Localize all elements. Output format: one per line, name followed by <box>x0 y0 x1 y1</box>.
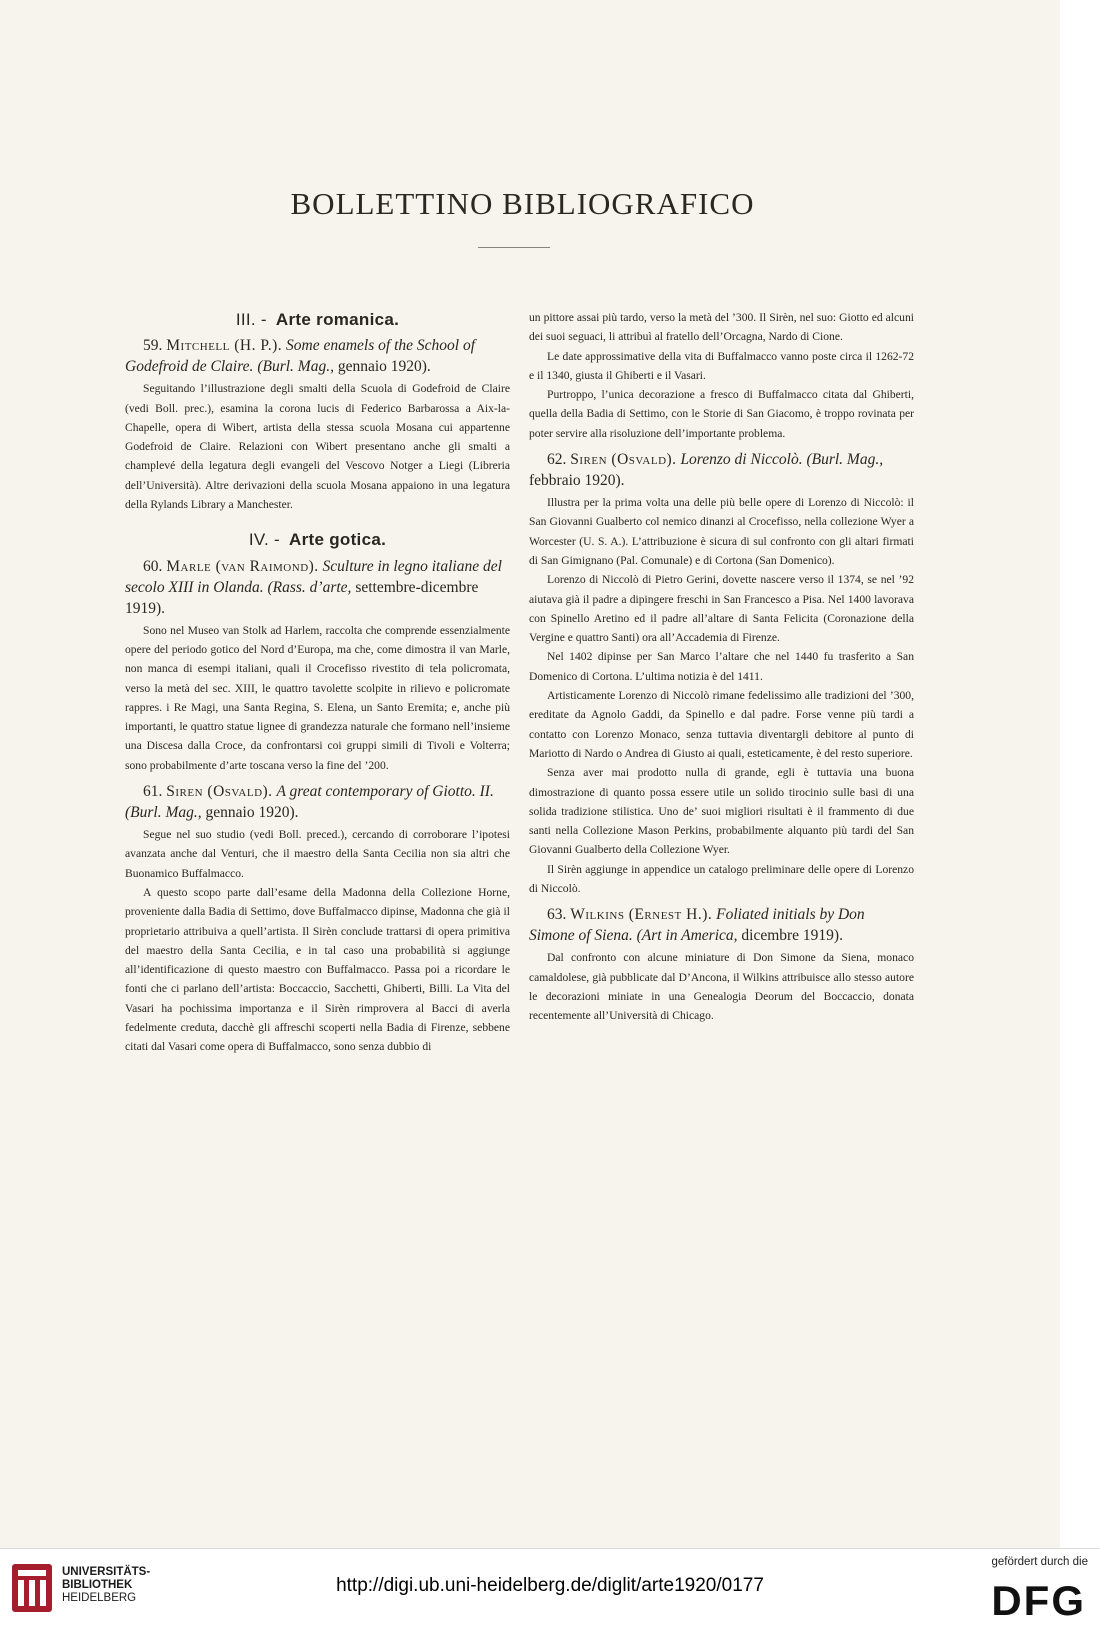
dfg-logo-text: DFG <box>991 1577 1086 1621</box>
entry-title: Foliated initials by Don Simone of Siena. <box>529 906 865 945</box>
entry-62-body-5: Senza aver mai prodotto nulla di grande, egli è tuttavia una buona dimostrazione di quanto possa essere utile un solido tirocinio sulle basi di una solida tradizione stilistica. Uno de’ suoi migliori risultati è il frammento di due santi nella Collezione Mason Perkins, probabilmente alquanto più tardi del San Giovanni Gualberto della Collezione Wyer. <box>529 766 914 857</box>
entry-title: Sculture in legno italiane del secolo XIII in Olanda. <box>125 557 502 596</box>
entry-title: A great contemporary of Giotto. II. <box>276 783 494 801</box>
entry-source: (Burl. Mag., <box>257 358 334 376</box>
entry-author: Siren (Osvald). <box>166 783 273 801</box>
entry-source: (Art in America, <box>636 927 738 945</box>
entry-59-body: Seguitando l’illustrazione degli smalti della Scuola di Godefroid de Claire (vedi Boll. prec.), esamina la corona lucis di Federico Barbarossa a Aix-la-Chapelle, opera di Wibert, artista della stessa scuola Mosana cui appartenne Godefroid de Claire. Relazioni con Wibert presentano anche gli smalti a champlevé della legatura degli evangeli del Vescovo Notger a Liegi (Libreria dell’Università). Altre derivazioni della scuola Mosana appaiono in una legatura della Rylands Library a Manchester. <box>125 382 510 512</box>
section-name: Arte romanica. <box>275 310 400 329</box>
entry-source: (Rass. d’arte, <box>267 578 352 596</box>
left-column <box>125 308 510 1057</box>
section-heading-arte-gotica <box>125 530 510 549</box>
entry-62-body-4: Artisticamente Lorenzo di Niccolò rimane fedelissimo alle tradizioni del ’300, ereditate da Agnolo Gaddi, da Spinello e dal padre. Forse venne più tardi a contatto con Lorenzo Monaco, senza tuttavia diventargli debitore al punto di Mariotto di Nardo o Andrea di Giusto ai quali, esteticamente, è del resto superiore. <box>529 689 914 760</box>
entry-62-heading <box>529 449 914 491</box>
entry-author: Marle (van Raimond). <box>166 557 319 575</box>
entry-source: (Burl. Mag., <box>806 451 884 469</box>
entry-number: 59. <box>143 337 163 355</box>
permalink-url[interactable]: http://digi.ub.uni-heidelberg.de/diglit/arte1920/0177 <box>336 1575 764 1596</box>
entry-date: gennaio 1920). <box>337 358 431 376</box>
library-name-line-2: BIBLIOTHEK <box>62 1579 133 1591</box>
entry-61-body-2: A questo scopo parte dall’esame della Madonna della Collezione Horne, proveniente dalla Badia di Settimo, dove Buffalmacco dipinse, Madonna che già il proprietario attribuiva a quell’artista. Il Sirèn conclude trattarsi di opera primitiva del maestro della Santa Cecilia, e in tal caso una probabilità si aggiunge all’identificazione di questo maestro con Buffalmacco. Passa poi a ricordare le fonti che ci parlano dell’artista: Boccaccio, Sacchetti, Ghiberti, Billi. La Vita del Vasari ha pochissima importanza e il Sirèn rimprovera al Bacci di averla fedelmente creduta, dacchè gli affreschi scoperti nella Badia di Firenze, sebbene citati dal Vasari come opera di Buffalmacco, sono senza dubbio di <box>125 885 510 1054</box>
continued-paragraph-1: un pittore assai più tardo, verso la metà del ’300. Il Sirèn, nel suo: Giotto ed alcuni dei suoi seguaci, li attribuì al fratello dell’Orcagna, Nardo di Cione. <box>529 311 914 344</box>
entry-date: dicembre 1919). <box>741 927 843 945</box>
entry-author: Wilkins (Ernest H.). <box>570 906 713 924</box>
continued-paragraph-3: Purtroppo, l’unica decorazione a fresco di Buffalmacco citata dal Ghiberti, quella della Badia di Settimo, con le Storie di San Giacomo, è troppo rovinata per poter servire alla risoluzione dell’importante problema. <box>529 388 914 440</box>
right-column <box>529 308 914 1026</box>
dfg-logo-icon[interactable] <box>968 1575 1088 1621</box>
title-divider <box>478 247 550 248</box>
section-name: Arte gotica. <box>289 530 387 550</box>
section-number: III. - <box>235 310 267 329</box>
entry-62-body-6: Il Sirèn aggiunge in appendice un catalogo preliminare delle opere di Lorenzo di Niccolò. <box>529 862 914 896</box>
continued-paragraph-2: Le date approssimative della vita di Buffalmacco vanno poste circa il 1262-72 e il 1340, giusta il Ghiberti e il Vasari. <box>529 349 914 382</box>
entry-63-heading <box>529 904 914 946</box>
entry-source: (Burl. Mag., <box>125 804 202 822</box>
entry-date: gennaio 1920). <box>205 804 299 822</box>
entry-61-heading <box>125 781 510 823</box>
entry-number: 61. <box>143 783 163 801</box>
entry-date: settembre-dicembre 1919). <box>125 578 479 617</box>
page-title: BOLLETTINO BIBLIOGRAFICO <box>290 186 755 221</box>
entry-60-heading <box>125 556 510 619</box>
funded-by-label: gefördert durch die <box>991 1556 1088 1568</box>
section-heading-arte-romanica <box>125 310 510 329</box>
library-name-line-3: HEIDELBERG <box>62 1592 137 1604</box>
library-name-line-1: UNIVERSITÄTS- <box>62 1566 151 1578</box>
entry-title: Lorenzo di Niccolò. <box>680 451 803 469</box>
page-gutter <box>1060 0 1100 1548</box>
entry-number: 60. <box>143 557 163 575</box>
entry-59-heading <box>125 335 510 377</box>
entry-author: Mitchell (H. P.). <box>166 337 283 355</box>
entry-62-body-3: Nel 1402 dipinse per San Marco l’altare che nel 1440 fu trasferito a San Domenico di Cortona. L’ultima notizia è del 1411. <box>529 650 914 683</box>
entry-number: 63. <box>547 906 567 924</box>
entry-number: 62. <box>547 451 567 469</box>
entry-62-body-2: Lorenzo di Niccolò di Pietro Gerini, dovette nascere verso il 1374, se nel ’92 aiutava già il padre a dipingere freschi in San Francesco a Pisa. Nel 1400 lavorava con Spinello Aretino ed il padre all’altare di Santa Felicita (Coronazione della Vergine e quattro Santi) ora all’Accademia di Firenze. <box>529 573 914 645</box>
entry-61-body-1: Segue nel suo studio (vedi Boll. preced.), cercando di corroborare l’ipotesi avanzata anche dal Venturi, che il maestro della Santa Cecilia non sia altri che Buonamico Buffalmacco. <box>125 828 510 880</box>
entry-60-body: Sono nel Museo van Stolk ad Harlem, raccolta che comprende essenzialmente opere del periodo gotico del Nord d’Europa, ma che, come dimostra il van Marle, non manca di esempi italiani, quali il Crocefisso rivestito di tela policromata, verso la metà del sec. XIII, le quattro tavolette scolpite in rilievo e policromate rappres. i Re Magi, una Santa Regina, S. Elena, un Santo Eremita; e, anche più importanti, le quattro statue lignee di grandezza naturale che formano nell’insieme una Discesa dalla Croce, da confrontarsi coi gruppi simili di Tivoli e Volterra; sono probabilmente d’arte toscana verso la fine del ’200. <box>125 623 510 772</box>
entry-62-body-1: Illustra per la prima volta una delle più belle opere di Lorenzo di Niccolò: il San Giovanni Gualberto col nemico dinanzi al Crocefisso, nella collezione Wyer a Worcester (U. S. A.). L’attribuzione è sicura di sul confronto con gli altari firmati di San Gimignano (Pal. Comunale) e di Cortona (San Domenico). <box>529 496 914 567</box>
entry-date: febbraio 1920). <box>529 472 625 490</box>
section-number: IV. - <box>248 530 280 550</box>
entry-author: Siren (Osvald). <box>570 451 677 469</box>
entry-63-body: Dal confronto con alcune miniature di Don Simone da Siena, monaco camaldolese, già pubblicate dal D’Ancona, il Wilkins attribuisce allo stesso autore le decorazioni miniate in una Genealogia Deorum del Boccaccio, donata recentemente all’Università di Chicago. <box>529 951 914 1023</box>
entry-title: Some enamels of the School of Godefroid de Claire. <box>125 337 476 376</box>
